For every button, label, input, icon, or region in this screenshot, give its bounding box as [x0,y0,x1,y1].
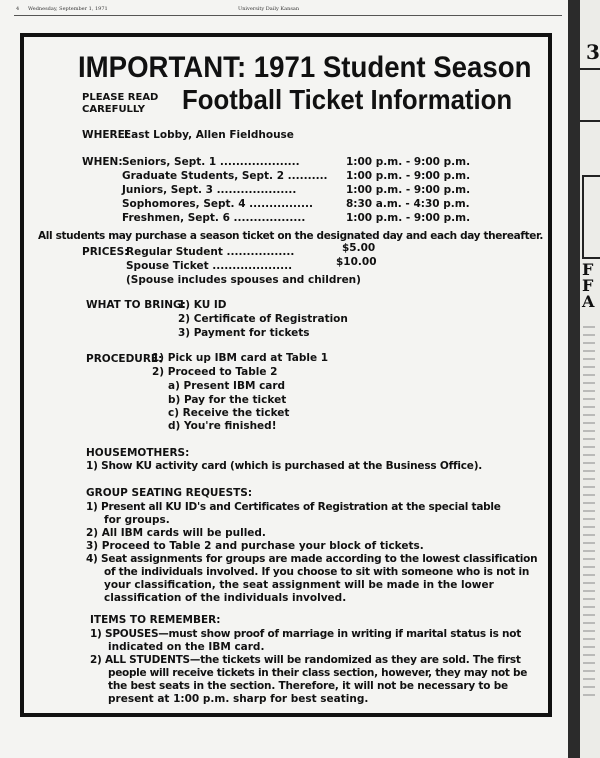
adjacent-page-edge [580,0,600,758]
adjacent-page-number: 3 [586,40,600,64]
adjacent-headline-letter: F [582,276,594,295]
housemothers-label: HOUSEMOTHERS: [86,447,190,459]
when-time: 1:00 p.m. - 9:00 p.m. [346,170,471,182]
headline-line2: Football Ticket Information [182,84,513,115]
please-read-note: PLEASE READ [82,92,159,103]
group-line: for groups. [104,514,170,526]
remember-line: people will receive tickets in their class section, however, they may not be [108,667,528,679]
folio-date: Wednesday, September 1, 1971 [28,6,108,12]
procedure-label: PROCEDURE: [86,353,163,365]
when-time: 8:30 a.m. - 4:30 p.m. [346,198,470,210]
where-label: WHERE: [82,129,129,141]
prices-label: PRICES: [82,246,129,258]
carefully-note: CAREFULLY [82,104,145,115]
procedure-substep: c) Receive the ticket [168,407,290,419]
adjacent-headline-letter: F [582,260,594,279]
when-row: Seniors, Sept. 1 .................... [122,156,300,168]
procedure-substep: d) You're finished! [168,420,277,432]
procedure-substep: b) Pay for the ticket [168,394,287,406]
all-students-note: All students may purchase a season ticket on the designated day and each day thereafter. [38,230,543,242]
procedure-step: 1) Pick up IBM card at Table 1 [152,352,329,364]
where-value: East Lobby, Allen Fieldhouse [124,129,294,141]
housemothers-item: 1) Show KU activity card (which is purchased at the Business Office). [86,460,483,472]
adjacent-box [582,175,600,259]
bring-item: 2) Certificate of Registration [178,313,348,325]
bring-label: WHAT TO BRING: [86,299,186,311]
remember-line: 1) SPOUSES—must show proof of marriage in writing if marital status is not [90,628,521,640]
group-line: your classification, the seat assignment will be made in the lower [104,579,494,591]
bring-item: 1) KU ID [178,299,227,311]
group-label: GROUP SEATING REQUESTS: [86,487,253,499]
headline-line1: IMPORTANT: 1971 Student Season [78,51,532,84]
adjacent-headline-letter: A [582,292,595,311]
group-line: classification of the individuals involved. [104,592,347,604]
folio-paper-name: University Daily Kansan [238,6,300,12]
group-line: of the individuals involved. If you choose to sit with someone who is not in [104,566,530,578]
when-row: Freshmen, Sept. 6 .................. [122,212,306,224]
remember-line: the best seats in the section. Therefore, it will not be necessary to be [108,680,508,692]
remember-line: indicated on the IBM card. [108,641,265,653]
when-row: Juniors, Sept. 3 .................... [122,184,297,196]
when-time: 1:00 p.m. - 9:00 p.m. [346,184,471,196]
price-regular-value: $5.00 [342,242,376,254]
remember-line: present at 1:00 p.m. sharp for best seating. [108,693,369,705]
adjacent-rule [580,68,600,70]
group-line: 2) All IBM cards will be pulled. [86,527,266,539]
when-time: 1:00 p.m. - 9:00 p.m. [346,156,471,168]
adjacent-body-text [583,320,595,700]
price-note: (Spouse includes spouses and children) [126,274,361,286]
when-label: WHEN: [82,156,123,168]
when-time: 1:00 p.m. - 9:00 p.m. [346,212,471,224]
procedure-substep: a) Present IBM card [168,380,286,392]
price-regular-label: Regular Student ................. [126,246,295,258]
group-line: 4) Seat assignments for groups are made according to the lowest classification [86,553,538,565]
remember-label: ITEMS TO REMEMBER: [90,614,221,626]
when-row: Sophomores, Sept. 4 ................ [122,198,313,210]
adjacent-rule [580,120,600,122]
remember-line: 2) ALL STUDENTS—the tickets will be randomized as they are sold. The first [90,654,521,666]
procedure-step: 2) Proceed to Table 2 [152,366,278,378]
folio-rule [14,15,562,16]
when-row: Graduate Students, Sept. 2 .......... [122,170,328,182]
group-line: 1) Present all KU ID's and Certificates of Registration at the special table [86,501,501,513]
bring-item: 3) Payment for tickets [178,327,310,339]
group-line: 3) Proceed to Table 2 and purchase your block of tickets. [86,540,424,552]
price-spouse-label: Spouse Ticket .................... [126,260,293,272]
page-gutter [568,0,580,758]
folio-page-number: 4 [16,6,20,12]
price-spouse-value: $10.00 [336,256,377,268]
